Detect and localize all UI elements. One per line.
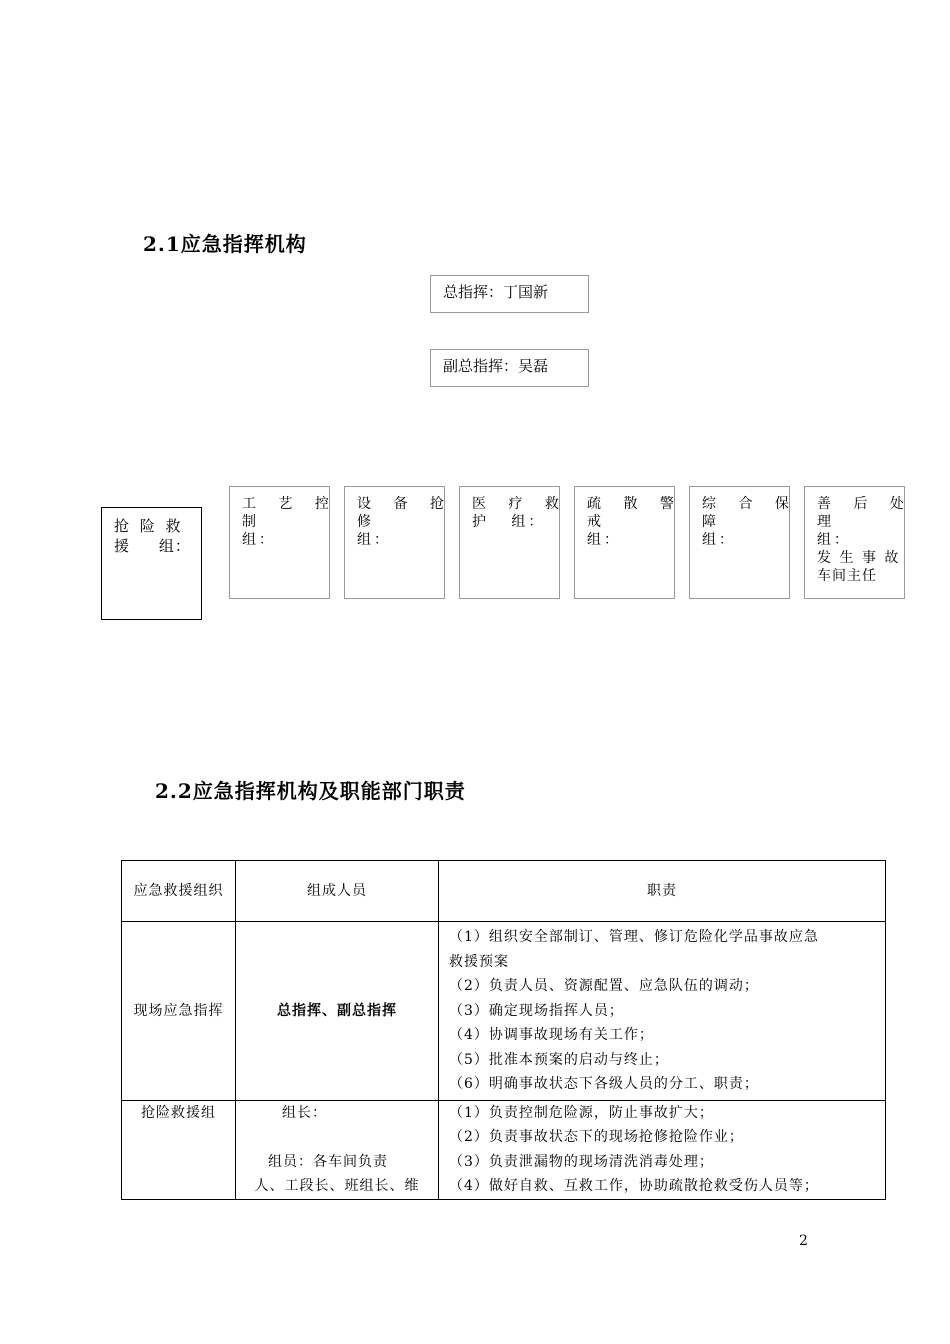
group-line: 护 组： (472, 514, 546, 530)
section-2-1-title: 2.1应急指挥机构 (143, 232, 307, 256)
row-org: 现场应急指挥 (122, 922, 236, 1101)
rescue-group-line2: 援 组： (114, 537, 191, 555)
page-number: 2 (799, 1233, 808, 1249)
group-line: 组： (702, 532, 736, 548)
duty-item: （6）明确事故状态下各级人员的分工、职责； (449, 1076, 759, 1092)
group-line: 组： (242, 532, 276, 548)
group-line: 发 生 事 故 (817, 550, 901, 566)
evacuation-guard-group-box (574, 486, 683, 599)
equipment-repair-group-box (344, 486, 453, 599)
group-line: 设 备 抢 (357, 496, 453, 512)
group-line: 组： (817, 532, 851, 548)
row-duties (439, 922, 886, 1101)
row-duties (439, 1100, 886, 1199)
table-header-row (122, 861, 886, 922)
header-org: 应急救援组织 (122, 861, 236, 922)
medical-rescue-group-box (459, 486, 568, 599)
rescue-group-box (101, 507, 202, 620)
group-line: 工 艺 控 (242, 496, 338, 512)
duty-item: （3）确定现场指挥人员； (449, 1002, 624, 1019)
group-line: 善 后 处 (817, 496, 913, 512)
section-2-2-title: 2.2应急指挥机构及职能部门职责 (155, 779, 466, 803)
duty-item: （4）做好自救、互救工作，协助疏散抢救受伤人员等； (449, 1178, 819, 1194)
group-line: 综 合 保 (702, 496, 798, 512)
duty-item: （4）协调事故现场有关工作； (449, 1027, 654, 1043)
members-list-line: 人、工段长、班组长、维 (254, 1178, 420, 1194)
duty-item: （2）负责事故状态下的现场抢修抢险作业； (449, 1129, 744, 1145)
group-line: 车间主任 (817, 568, 877, 584)
group-line: 制 (242, 514, 259, 530)
spacer (246, 1125, 428, 1150)
rescue-group-line1: 抢 险 救 (114, 517, 184, 535)
group-line: 组： (587, 532, 621, 548)
duty-item: （3）负责泄漏物的现场清洗消毒处理； (449, 1153, 714, 1170)
duty-item: （2）负责人员、资源配置、应急队伍的调动； (449, 978, 759, 994)
members-list-line: 组员：各车间负责 (268, 1153, 388, 1170)
header-members: 组成人员 (236, 861, 439, 922)
duty-item: 救援预案 (449, 953, 509, 970)
group-line: 障 (702, 514, 719, 530)
group-line: 修 (357, 514, 374, 530)
group-line: 戒 (587, 514, 604, 530)
group-line: 组： (357, 532, 391, 548)
commander-box (430, 275, 589, 313)
group-line: 医 疗 救 (472, 496, 568, 512)
table-row (122, 922, 886, 1101)
general-support-group-box (689, 486, 798, 599)
row-members (236, 1100, 439, 1199)
deputy-commander-label: 副总指挥：吴磊 (443, 357, 549, 375)
duty-item: （1）负责控制危险源，防止事故扩大； (449, 1104, 714, 1121)
row-org: 抢险救援组 (122, 1100, 236, 1199)
group-line: 疏 散 警 (587, 496, 683, 512)
table-row (122, 1100, 886, 1199)
group-line: 理 (817, 514, 834, 530)
members-leader: 组长： (282, 1104, 327, 1121)
responsibilities-table (121, 860, 886, 1200)
deputy-commander-box (430, 349, 589, 387)
duty-item: （1）组织安全部制订、管理、修订危险化学品事故应急 (449, 929, 819, 945)
header-duties: 职责 (439, 861, 886, 922)
duty-item: （5）批准本预案的启动与终止； (449, 1051, 669, 1068)
process-control-group-box (229, 486, 338, 599)
commander-label: 总指挥：丁国新 (443, 283, 549, 301)
row-members: 总指挥、副总指挥 (236, 922, 439, 1101)
aftermath-group-box (804, 486, 913, 599)
